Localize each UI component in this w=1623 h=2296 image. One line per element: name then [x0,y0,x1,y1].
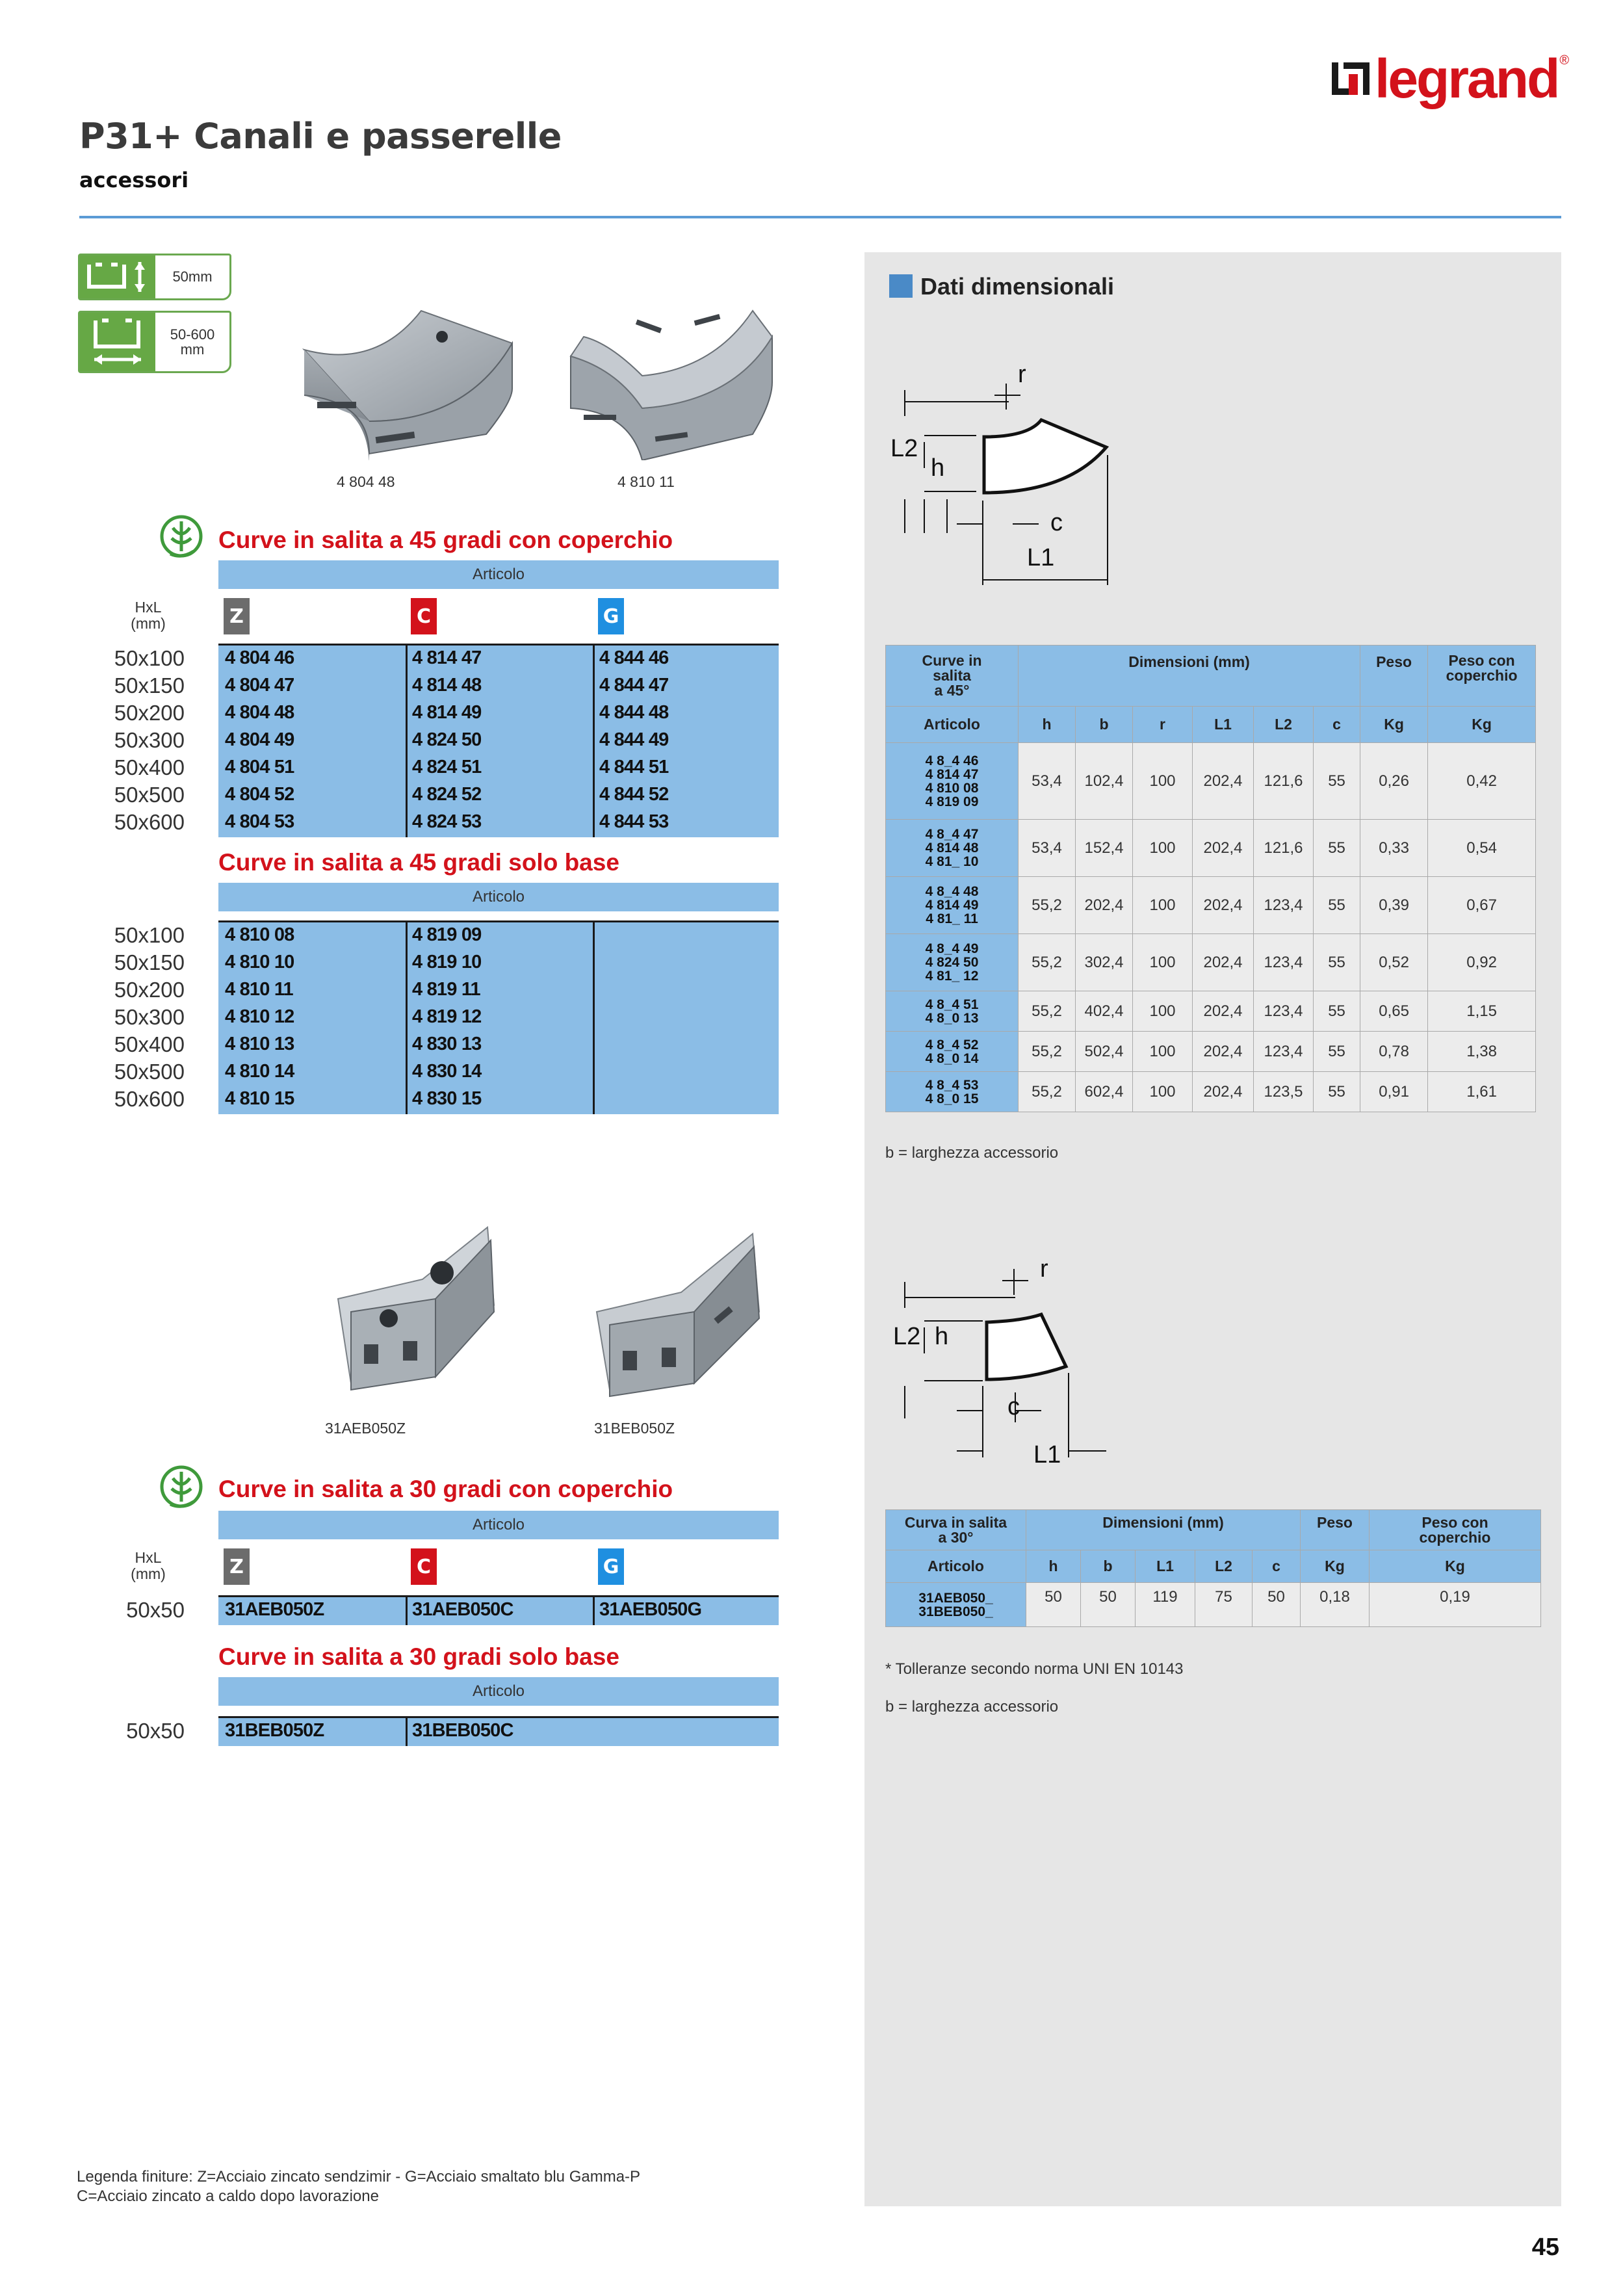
section-square-icon [889,274,913,298]
table-value-cell: 50 [1026,1583,1081,1627]
dimension-diagram-45 [885,351,1158,598]
registered-mark: ® [1559,53,1570,68]
table-value-cell: 100 [1133,877,1193,934]
table-value-cell: 0,54 [1428,820,1536,877]
finish-g-badge: G [598,1548,624,1585]
table-row [886,1032,1536,1072]
table-value-cell: 55 [1314,934,1360,991]
size-label: 50x400 [114,1032,185,1056]
table-subheader-cell: Articolo [886,707,1019,743]
finish-legend: Legenda finiture: Z=Acciaio zincato sendzimir - G=Acciaio smaltato blu Gamma-P C=Acciaio zincato a caldo dopo lavorazione [77,2168,641,2205]
article-table-45-base [218,922,779,1114]
article-code: 4 844 47 [599,675,669,696]
note-tolerance: * Tolleranze secondo norma UNI EN 10143 [885,1660,1184,1678]
table-value-cell: 302,4 [1076,934,1133,991]
table-value-cell: 0,91 [1360,1072,1428,1112]
table-value-cell: 0,92 [1428,934,1536,991]
table-value-cell: 55 [1314,820,1360,877]
photo-caption: 31AEB050Z [325,1420,406,1437]
article-code-line: 4 81_ 10 [925,854,979,869]
width-icon [80,313,155,371]
table-value-cell: 100 [1133,934,1193,991]
table-row [886,743,1536,820]
size-label: 50x300 [114,1005,185,1029]
page-title: P31+ Canali e passerelle [79,116,562,157]
size-label: 50x500 [114,1060,185,1084]
table-value-cell: 55 [1314,1072,1360,1112]
article-code: 4 804 52 [225,784,294,805]
article-code: 4 810 08 [225,924,294,945]
table-value-cell: 100 [1133,820,1193,877]
article-code-line: 4 81_ 12 [925,969,979,984]
table-header-cell: Peso [1301,1510,1370,1550]
table-value-cell: 152,4 [1076,820,1133,877]
table-value-cell: 75 [1195,1583,1253,1627]
article-code-line: 31BEB050_ [918,1604,993,1619]
size-label: 50x50 [126,1598,185,1622]
photo-caption: 4 804 48 [337,473,395,490]
table-value-cell: 202,4 [1193,743,1254,820]
article-code: 4 819 12 [412,1006,482,1027]
table-header-cell: Peso con coperchio [1428,646,1536,707]
table-row [886,991,1536,1032]
article-code-line: 4 814 49 [925,898,979,913]
table-header-cell: Dimensioni (mm) [1026,1510,1301,1550]
article-code: 31BEB050Z [225,1720,324,1741]
article-code-line: 4 819 09 [925,794,979,809]
table-value-cell: 202,4 [1193,877,1254,934]
article-code-line: 4 8_0 13 [925,1010,979,1026]
article-code: 4 814 49 [412,702,482,723]
article-code: 4 824 52 [412,784,482,805]
article-code-line: 4 8_4 53 [925,1077,979,1093]
table-value-cell: 0,67 [1428,877,1536,934]
table-value-cell: 202,4 [1193,934,1254,991]
table-subheader-cell: Kg [1301,1550,1370,1583]
diagram-label-c: c [1007,1393,1020,1420]
article-codes-cell [886,820,1019,877]
size-label: 50x150 [114,673,185,698]
product-photo-4-804-48 [291,272,532,460]
table-subheader-cell: b [1081,1550,1136,1583]
article-code: 4 810 11 [225,979,293,1000]
table-value-cell: 123,4 [1254,1032,1314,1072]
table-header-cell: Curva in salita a 30° [886,1510,1026,1550]
article-code: 4 804 53 [225,811,294,832]
size-label: 50x50 [126,1719,185,1743]
dimension-diagram-30 [885,1243,1158,1477]
table-subheader-cell: r [1133,707,1193,743]
size-label: 50x400 [114,755,185,779]
article-code: 31AEB050G [599,1599,702,1620]
page-number: 45 [1531,2234,1559,2261]
table-value-cell: 121,6 [1254,820,1314,877]
article-code: 4 824 50 [412,729,482,750]
table-subheader-cell: c [1253,1550,1301,1583]
article-code: 4 814 48 [412,675,482,696]
article-codes-cell [886,1072,1019,1112]
article-code-line: 4 8_0 15 [925,1091,979,1106]
table-value-cell: 100 [1133,743,1193,820]
size-label: 50x600 [114,810,185,834]
article-codes-cell [886,877,1019,934]
article-code: 4 804 46 [225,647,294,668]
article-code: 4 804 49 [225,729,294,750]
dimension-table-30 [885,1509,1541,1627]
width-badge [78,311,231,373]
article-codes-cell [886,934,1019,991]
article-code: 31BEB050C [412,1720,513,1741]
table-value-cell: 0,52 [1360,934,1428,991]
table-row [886,1072,1536,1112]
diagram-label-l1: L1 [1027,544,1055,571]
table-value-cell: 55 [1314,1032,1360,1072]
table-value-cell: 602,4 [1076,1072,1133,1112]
articolo-header: Articolo [218,883,779,911]
product-photo-31beb050z [584,1214,772,1416]
table-top-rule [218,1595,779,1597]
table-value-cell: 53,4 [1019,820,1076,877]
table-value-cell: 0,65 [1360,991,1428,1032]
article-code-line: 4 8_4 52 [925,1037,979,1052]
table-value-cell: 0,18 [1301,1583,1370,1627]
article-code: 4 814 47 [412,647,482,668]
diagram-label-l2: L2 [893,1323,921,1350]
table-value-cell: 55 [1314,743,1360,820]
diagram-label-l1: L1 [1033,1441,1061,1468]
diagram-label-c: c [1050,509,1063,536]
table-value-cell: 55,2 [1019,934,1076,991]
height-badge [78,254,231,300]
table-value-cell: 50 [1253,1583,1301,1627]
table-value-cell: 202,4 [1193,1032,1254,1072]
article-code: 4 819 11 [412,979,480,1000]
table-value-cell: 123,4 [1254,877,1314,934]
table-header-cell: Peso [1360,646,1428,707]
table-subheader-cell: Articolo [886,1550,1026,1583]
articolo-header: Articolo [218,1677,779,1706]
article-code: 4 830 14 [412,1061,482,1082]
product-photo-4-810-11 [558,272,779,460]
article-code: 4 810 13 [225,1034,294,1054]
note-width: b = larghezza accessorio [885,1144,1059,1162]
dimension-table-45 [885,645,1536,1112]
size-label: 50x200 [114,978,185,1002]
article-code: 4 844 49 [599,729,669,750]
table-subheader-cell: h [1026,1550,1081,1583]
table-value-cell: 202,4 [1193,1072,1254,1112]
size-label: 50x100 [114,646,185,670]
article-code: 4 804 51 [225,757,294,777]
table-value-cell: 53,4 [1019,743,1076,820]
table-top-rule [218,644,779,646]
article-code-line: 31AEB050_ [918,1590,993,1606]
table-value-cell: 119 [1136,1583,1195,1627]
height-badge-text: 50mm [172,268,213,285]
table-value-cell: 0,33 [1360,820,1428,877]
article-codes-cell [886,1583,1026,1627]
article-codes-cell [886,743,1019,820]
finish-c-badge: C [411,598,437,634]
article-code: 4 844 51 [599,757,669,777]
height-icon [80,255,155,298]
table-value-cell: 102,4 [1076,743,1133,820]
article-code: 4 830 13 [412,1034,482,1054]
article-code-line: 4 814 47 [925,766,979,782]
size-label: 50x500 [114,783,185,807]
table-value-cell: 402,4 [1076,991,1133,1032]
finish-c-badge: C [411,1548,437,1585]
article-code: 4 810 15 [225,1088,294,1109]
table-value-cell: 55,2 [1019,1032,1076,1072]
table-row [886,934,1536,991]
article-code-line: 4 8_4 48 [925,884,979,899]
table-subheader-cell: Kg [1360,707,1428,743]
diagram-label-h: h [935,1323,949,1350]
table-value-cell: 1,15 [1428,991,1536,1032]
section-title-45-cover: Curve in salita a 45 gradi con coperchio [218,527,673,553]
table-subheader-cell: Kg [1370,1550,1541,1583]
eco-leaf-icon [157,1464,205,1512]
hxl-column-header: HxL (mm) [131,599,166,633]
table-subheader-cell: L1 [1136,1550,1195,1583]
article-code: 4 824 51 [412,757,482,777]
table-value-cell: 1,38 [1428,1032,1536,1072]
size-label: 50x600 [114,1087,185,1111]
article-code: 4 844 52 [599,784,669,805]
size-label: 50x200 [114,701,185,725]
width-badge-text: 50-600 mm [170,326,215,358]
table-value-cell: 0,19 [1370,1583,1541,1627]
table-value-cell: 55 [1314,877,1360,934]
table-subheader-cell: L1 [1193,707,1254,743]
article-code: 4 804 47 [225,675,294,696]
table-subheader-cell: c [1314,707,1360,743]
table-subheader-cell: b [1076,707,1133,743]
article-code-line: 4 8_4 51 [925,997,979,1012]
article-code: 4 824 53 [412,811,482,832]
hxl-column-header: HxL (mm) [131,1549,166,1583]
table-value-cell: 55 [1314,991,1360,1032]
finish-z-badge: Z [224,598,250,634]
eco-leaf-icon [157,514,205,562]
article-code: 4 810 12 [225,1006,294,1027]
article-code-line: 4 8_4 47 [925,827,979,842]
table-value-cell: 100 [1133,1072,1193,1112]
table-row [886,1583,1541,1627]
table-subheader-cell: L2 [1195,1550,1253,1583]
page-subtitle: accessori [79,168,189,192]
table-value-cell: 100 [1133,991,1193,1032]
table-row [886,820,1536,877]
article-code: 4 844 48 [599,702,669,723]
brand-name: legrand [1375,48,1559,109]
diagram-label-r: r [1040,1255,1048,1283]
article-code-line: 4 824 50 [925,955,979,970]
legrand-logo [1332,48,1570,109]
diagram-label-h: h [931,454,945,482]
article-code-line: 4 814 48 [925,841,979,855]
table-value-cell: 202,4 [1193,991,1254,1032]
article-code: 4 830 15 [412,1088,482,1109]
dimensional-data-title: Dati dimensionali [920,273,1115,300]
table-header-cell: Peso con coperchio [1370,1510,1541,1550]
table-subheader-cell: Kg [1428,707,1536,743]
article-table-45-cover [218,645,779,837]
article-code: 4 819 09 [412,924,482,945]
table-value-cell: 0,78 [1360,1032,1428,1072]
articolo-header: Articolo [218,560,779,589]
table-header-cell: Curve in salita a 45° [886,646,1019,707]
table-row [886,877,1536,934]
table-value-cell: 123,4 [1254,934,1314,991]
table-subheader-cell: L2 [1254,707,1314,743]
article-code-line: 4 8_0 14 [925,1050,979,1066]
table-header-cell: Dimensioni (mm) [1019,646,1360,707]
diagram-label-r: r [1018,361,1026,388]
article-code-line: 4 81_ 11 [926,911,978,926]
table-value-cell: 50 [1081,1583,1136,1627]
note-width: b = larghezza accessorio [885,1698,1059,1715]
article-code: 31AEB050Z [225,1599,324,1620]
article-codes-cell [886,991,1019,1032]
photo-caption: 4 810 11 [617,473,675,490]
table-value-cell: 55,2 [1019,877,1076,934]
table-value-cell: 100 [1133,1032,1193,1072]
finish-z-badge: Z [224,1548,250,1585]
article-code: 4 810 10 [225,952,294,972]
size-label: 50x100 [114,923,185,947]
table-subheader-cell: h [1019,707,1076,743]
section-title-45-base: Curve in salita a 45 gradi solo base [218,849,619,876]
header-rule [79,216,1561,218]
table-value-cell: 1,61 [1428,1072,1536,1112]
article-code: 4 804 48 [225,702,294,723]
size-label: 50x150 [114,950,185,974]
section-title-30-base: Curve in salita a 30 gradi solo base [218,1643,619,1670]
article-code: 4 844 53 [599,811,669,832]
article-code-line: 4 8_4 46 [925,753,979,768]
table-value-cell: 55,2 [1019,1072,1076,1112]
diagram-label-l2: L2 [890,435,918,462]
article-code: 31AEB050C [412,1599,513,1620]
table-value-cell: 123,5 [1254,1072,1314,1112]
table-top-rule [218,920,779,922]
table-value-cell: 202,4 [1193,820,1254,877]
article-code: 4 819 10 [412,952,482,972]
table-value-cell: 0,42 [1428,743,1536,820]
article-code-line: 4 810 08 [925,780,979,796]
product-photo-31aeb050z [325,1214,500,1416]
article-codes-cell [886,1032,1019,1072]
article-code: 4 844 46 [599,647,669,668]
table-value-cell: 55,2 [1019,991,1076,1032]
finish-g-badge: G [598,598,624,634]
article-code-line: 4 8_4 49 [925,941,979,956]
table-value-cell: 202,4 [1076,877,1133,934]
article-code: 4 810 14 [225,1061,294,1082]
table-value-cell: 121,6 [1254,743,1314,820]
table-value-cell: 0,26 [1360,743,1428,820]
size-label: 50x300 [114,728,185,752]
photo-caption: 31BEB050Z [594,1420,675,1437]
table-value-cell: 123,4 [1254,991,1314,1032]
table-value-cell: 502,4 [1076,1032,1133,1072]
section-title-30-cover: Curve in salita a 30 gradi con coperchio [218,1476,673,1502]
table-top-rule [218,1716,779,1718]
legrand-mark-icon [1332,60,1370,98]
articolo-header: Articolo [218,1511,779,1539]
table-value-cell: 0,39 [1360,877,1428,934]
